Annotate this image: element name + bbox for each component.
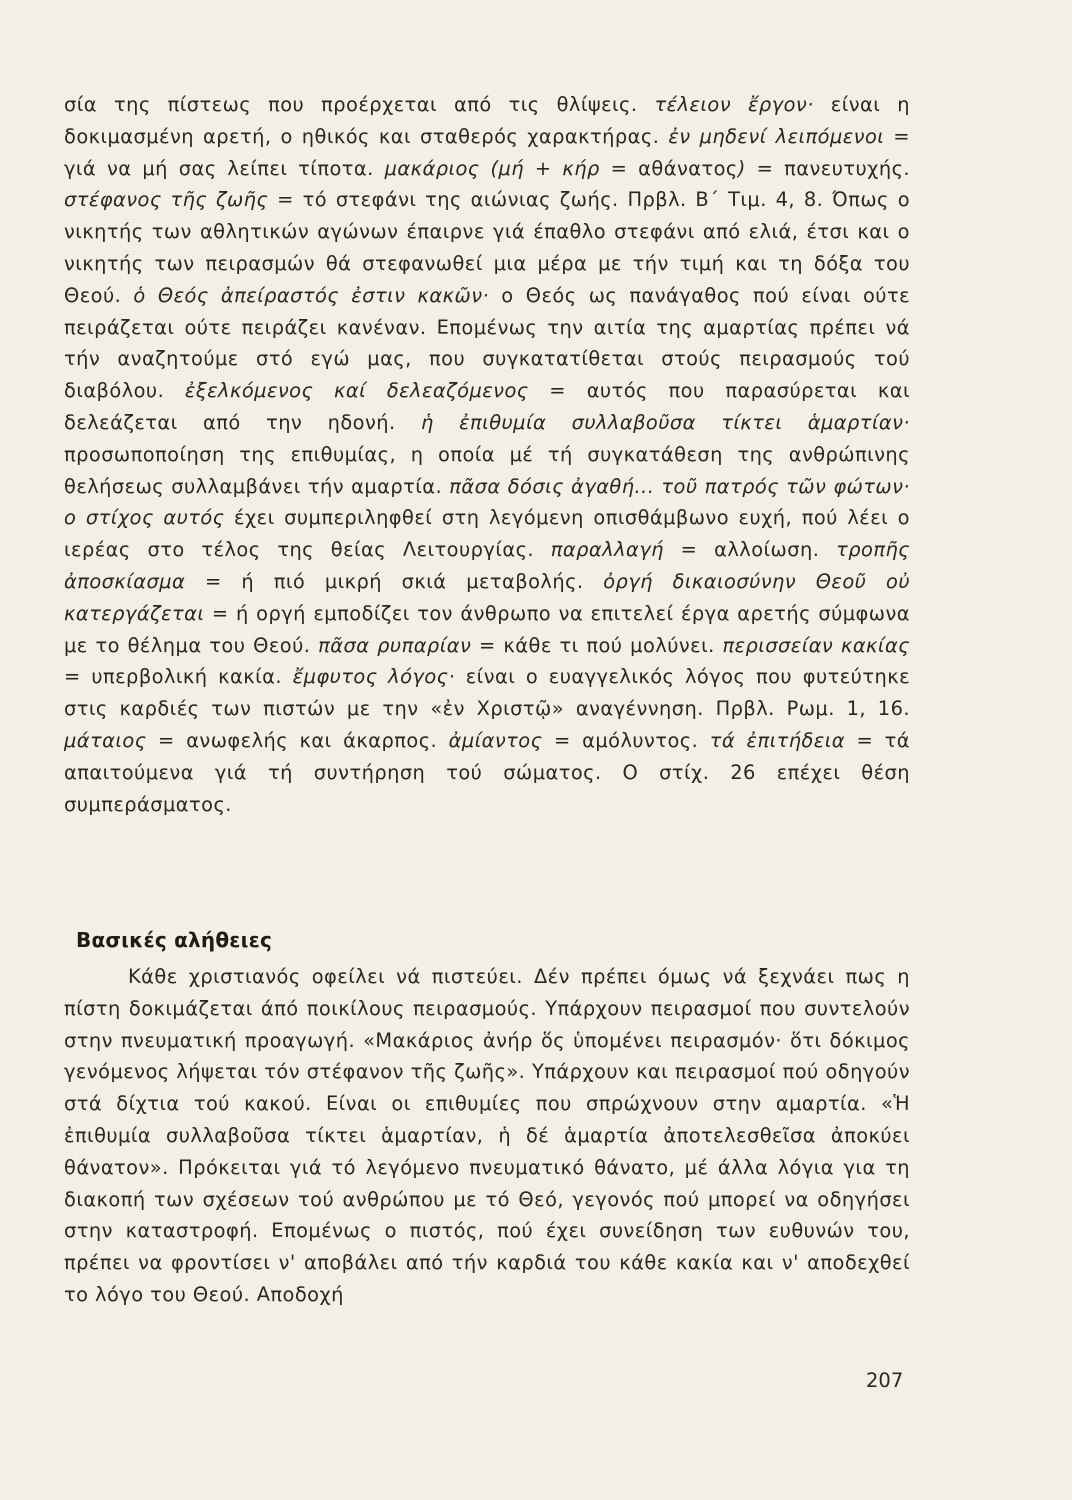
text-run: = αλλοίωση. (663, 538, 837, 562)
text-run: = αθάνατος (599, 156, 738, 180)
text-run: είναι η δοκιμασμένη αρετή, ο ηθικός και σταθερός χαρακτήρας. (64, 93, 910, 148)
page-number: 207 (866, 1369, 904, 1392)
italic-term: ἐξελκόμενος καί δελεαζόμενος (184, 379, 529, 403)
italic-term: ο στίχος αυτός (64, 506, 225, 530)
text-run: = υπερβολική κακία. (64, 665, 293, 689)
italic-term: ὀργή δικαιοσύνην Θεοῦ οὐ κατεργάζεται (64, 569, 910, 625)
text-run: προσωποποίηση της επιθυμίας, η οποία μέ τή συγκατάθεση της ανθρώπινης θελήσεως συλλαμβάνει τήν αμαρτία. (64, 442, 910, 498)
italic-term: ἐν μηδενί λειπόμενοι (668, 124, 885, 148)
italic-term: ἀμίαντος (448, 728, 543, 752)
section-heading: Βασικές αλήθειες (76, 928, 273, 952)
italic-term: περισσείαν κακίας (722, 633, 911, 657)
text-run: ο Θεός ως πανάγαθος πού είναι ούτε πειράζεται ούτε πειράζει κανέναν. Επομένως την αιτία της αμαρτίας πρέπει νά τήν αναζητούμε στό εγώ μας, που συγκατατίθεται στούς πειρασμούς τού διαβόλου. (64, 283, 910, 403)
italic-term: τροπῆς ἀποσκίασμα (64, 538, 911, 593)
body-paragraph: Κάθε χριστιανός οφείλει νά πιστεύει. Δέν πρέπει όμως νά ξεχνάει πως η πίστη δοκιμάζεται άπό ποικίλους πειρασμούς. Υπάρχουν πειρασμοί που συντελούν στην πνευματική προαγωγή. «Μακάριος ἀνήρ ὅς ὑπομένει πειρασμόν· ὅτι δόκιμος γενόμενος λήψεται τόν στέφανον τῆς ζωῆς». Υπάρχουν και πειρασμοί πού οδηγούν στά δίχτια τού κακού. Είναι οι επιθυμίες που σπρώχνουν στην αμαρτία. «Ἡ ἐπιθυμία συλλαβοῦσα τίκτει ἁμαρτίαν, ἡ δέ ἁμαρτία ἀποτελεσθεῖσα ἀποκύει θάνατον». Πρόκειται γιά τό λεγόμενο πνευματικό θάνατο, μέ άλλα λόγια για τη διακοπή των σχέσεων τού ανθρώπου με τό Θεό, γεγονός πού μπορεί να οδηγήσει στην καταστροφή. Επομένως ο πιστός, πού έχει συνείδηση των ευθυνών του, πρέπει να φροντίσει ν' αποβάλει από τήν καρδιά του κάθε κακία και ν' αποδεχθεί το λόγο του Θεού. Αποδοχή (64, 965, 910, 1306)
italic-term: ἡ ἐπιθυμία συλλαβοῦσα τίκτει ἁμαρτίαν· (421, 410, 910, 434)
text-run: έχει συμπεριληφθεί στη λεγόμενη οπισθάμβωνο ευχή, πού λέει ο ιερέας στο τέλος της θείας Λειτουργίας. (64, 506, 910, 562)
text-run: = κάθε τι πού μολύνει. (471, 633, 723, 657)
italic-term: μακάριος (μή + κήρ (384, 156, 600, 180)
italic-term: τά ἐπιτήδεια (709, 728, 845, 752)
italic-term: πᾶσα δόσις ἀγαθή... τοῦ πατρός τῶν φώτων· (449, 474, 910, 498)
text-run: = ανωφελής και άκαρπος. (146, 728, 449, 752)
text-run: = ή οργή εμποδίζει τον άνθρωπο να επιτελεί έργα αρετής σύμφωνα με το θέλημα του Θεού. (64, 601, 910, 657)
text-run: = τά απαιτούμενα γιά τή συντήρηση τού σώματος. Ο στίχ. 26 επέχει θέση συμπεράσματος. (64, 728, 910, 816)
italic-term: ὁ Θεός ἀπείραστός ἐστιν κακῶν· (133, 283, 490, 307)
italic-term: ) (737, 156, 746, 180)
text-run: σία της πίστεως που προέρχεται από τις θλίψεις. (64, 93, 655, 116)
commentary-paragraph (64, 89, 910, 820)
italic-term: στέφανος τῆς ζωῆς (64, 188, 269, 212)
text-run: = πανευτυχής. (745, 156, 911, 180)
text-run: = αμόλυντος. (542, 728, 710, 752)
italic-term: παραλλαγή (550, 538, 664, 562)
text-run: = τό στεφάνι της αιώνιας ζωής. Πρβλ. Β΄ Τιμ. 4, 8. Όπως ο νικητής των αθλητικών αγώνων έπαιρνε γιά έπαθλο στεφάνι από ελιά, έτσι και ο νικητής των πειρασμών θά στεφανωθεί μια μέρα με τήν τιμή και τη δόξα του Θεού. (64, 188, 911, 307)
text-run: = ή πιό μικρή σκιά μεταβολής. (185, 569, 604, 593)
italic-term: μάταιος (64, 728, 147, 752)
italic-term: τέλειον ἔργον· (654, 93, 814, 116)
italic-term: πᾶσα ρυπαρίαν (318, 633, 472, 657)
text-run: = γιά να μή σας λείπει τίποτα. (64, 124, 910, 180)
italic-term: ἔμφυτος λόγος· (292, 665, 456, 689)
text-run: είναι ο ευαγγελικός λόγος που φυτεύτηκε στις καρδιές των πιστών με την «ἐν Χριστῷ» αναγέννηση. Πρβλ. Ρωμ. 1, 16. (64, 665, 911, 721)
text-run: = αυτός που παρασύρεται και δελεάζεται από την ηδονή. (64, 379, 910, 434)
